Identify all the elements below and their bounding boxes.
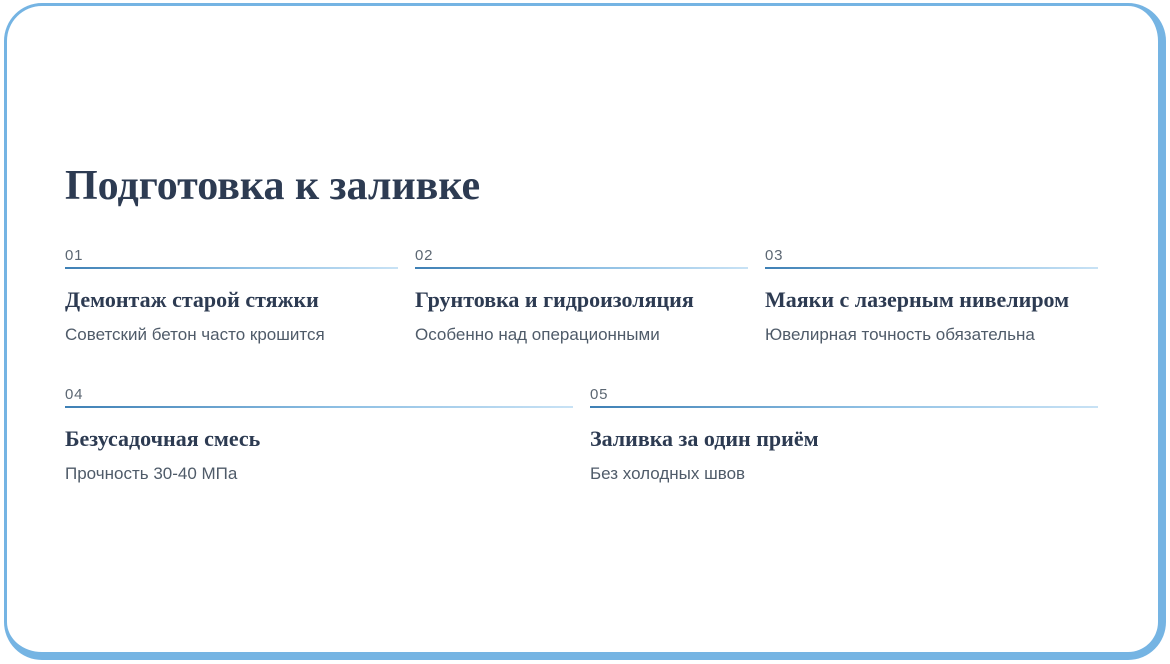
page-title: Подготовка к заливке [65, 163, 481, 209]
step-description: Особенно над операционными [415, 325, 660, 345]
step-number: 05 [590, 385, 609, 403]
step-title: Грунтовка и гидроизоляция [415, 287, 694, 313]
step-item [765, 248, 1098, 346]
step-underline [65, 267, 398, 269]
step-description: Прочность 30-40 МПа [65, 463, 238, 483]
step-title: Маяки с лазерным нивелиром [765, 287, 1070, 313]
step-description: Ювелирная точность обязательна [765, 325, 1035, 345]
step-title: Демонтаж старой стяжки [65, 287, 319, 313]
step-number: 04 [65, 385, 84, 403]
step-underline [765, 267, 1098, 269]
steps-grid [65, 248, 1098, 485]
step-item [65, 248, 398, 346]
step-underline [65, 406, 573, 408]
step-description: Без холодных швов [590, 463, 746, 483]
step-title: Безусадочная смесь [65, 425, 261, 451]
step-title: Заливка за один приём [590, 425, 819, 451]
step-item [590, 387, 1098, 485]
step-underline [415, 267, 748, 269]
step-item [65, 387, 573, 485]
step-number: 03 [765, 247, 784, 265]
step-item [415, 248, 748, 346]
content-card [4, 3, 1166, 660]
step-description: Советский бетон часто крошится [65, 325, 325, 345]
step-number: 02 [415, 247, 434, 265]
step-number: 01 [65, 247, 84, 265]
card-content [7, 6, 1158, 485]
step-underline [590, 406, 1098, 408]
